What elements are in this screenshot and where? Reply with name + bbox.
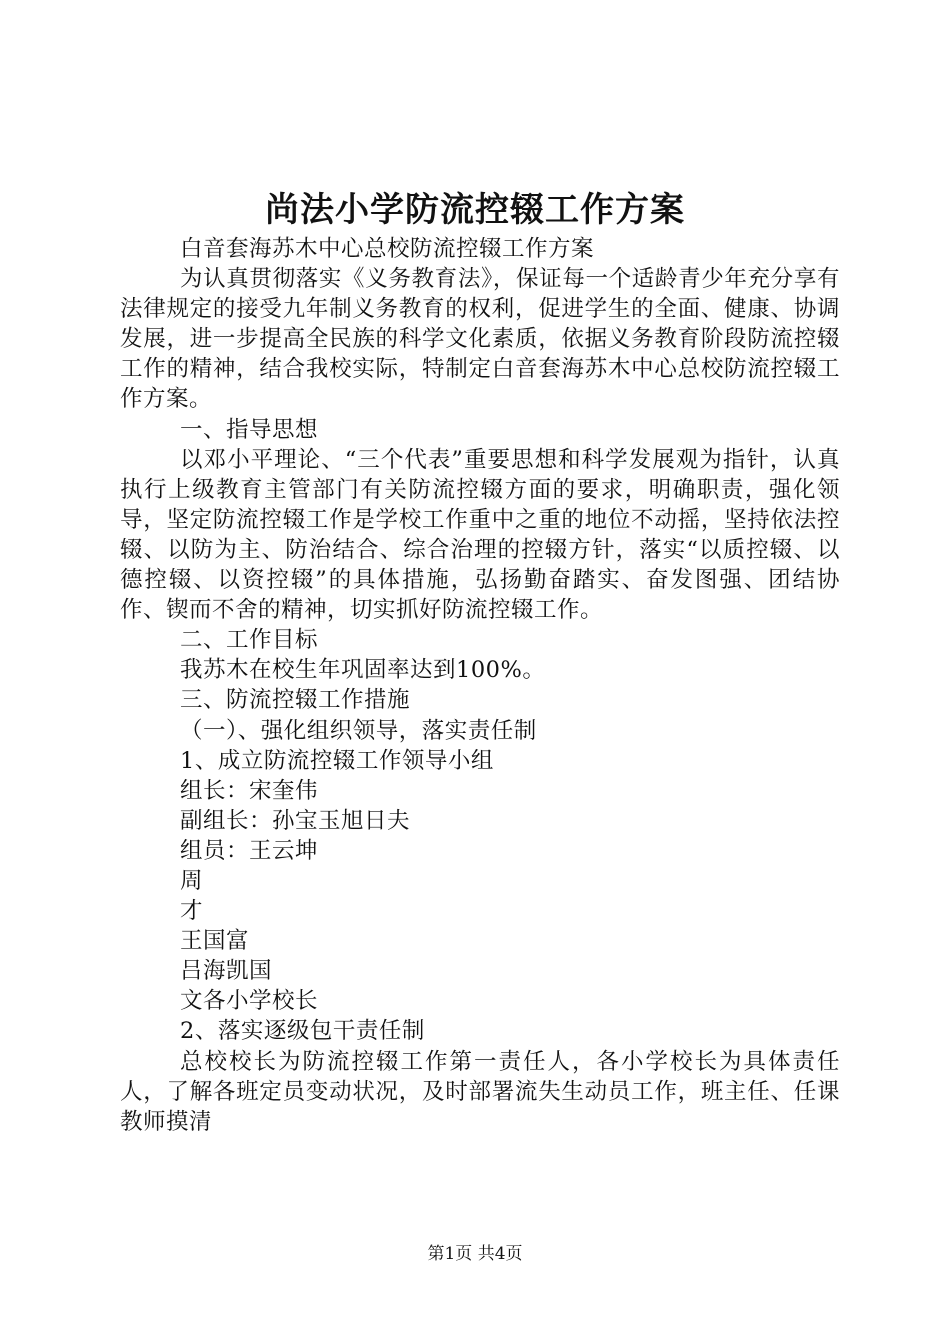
item-leading-group: 1、成立防流控辍工作领导小组 bbox=[180, 747, 494, 774]
paragraph-subtitle: 白音套海苏木中心总校防流控辍工作方案 bbox=[180, 236, 595, 262]
item-members: 组员：王云坤 bbox=[180, 837, 319, 864]
paragraph-intro: 为认真贯彻落实《义务教育法》，保证每一个适龄青少年充分享有法律规定的接受九年制义务教育的权利，促进学生的全面、健康、协调发展，进一步提高全民族的科学文化素质，依据义务教育阶段防流控辍工作的精神，结合我校实际，特制定白音套海苏木中心总校防流控辍工作方案。 bbox=[120, 266, 840, 413]
document-body bbox=[120, 234, 840, 1137]
paragraph-guiding-ideology: 以邓小平理论、“三个代表”重要思想和科学发展观为指针，认真执行上级教育主管部门有关防流控辍方面的要求，明确职责，强化领导，坚定防流控辍工作是学校工作重中之重的地位不动摇，坚持依法控辍、以防为主、防治结合、综合治理的控辍方针，落实“以质控辍、以德控辍、以资控辍”的具体措施，弘扬勤奋踏实、奋发图强、团结协作、锲而不舍的精神，切实抓好防流控辍工作。 bbox=[120, 446, 840, 624]
item-member-name: 吕海凯国 bbox=[180, 958, 273, 985]
item-deputy-leader: 副组长：孙宝玉旭日夫 bbox=[180, 807, 411, 834]
item-member-name: 王国富 bbox=[180, 928, 250, 955]
heading-measures: 三、防流控辍工作措施 bbox=[180, 687, 411, 714]
item-responsibility-system: 2、落实逐级包干责任制 bbox=[180, 1018, 425, 1045]
paragraph-responsibility: 总校校长为防流控辍工作第一责任人，各小学校长为具体责任人，了解各班定员变动状况，及时部署流失生动员工作，班主任、任课教师摸清 bbox=[120, 1048, 840, 1135]
paragraph-work-goal: 我苏木在校生年巩固率达到100%。 bbox=[180, 657, 546, 684]
item-member-name: 文各小学校长 bbox=[180, 988, 319, 1015]
page-footer: 第1页 共4页 bbox=[427, 1244, 523, 1264]
item-member-name: 周 bbox=[180, 867, 204, 894]
item-member-name: 才 bbox=[180, 898, 204, 925]
document-title: 尚法小学防流控辍工作方案 bbox=[265, 190, 685, 230]
heading-guiding-ideology: 一、指导思想 bbox=[180, 416, 319, 443]
item-group-leader: 组长：宋奎伟 bbox=[180, 777, 319, 804]
subheading-leadership: （一）、强化组织领导，落实责任制 bbox=[180, 717, 537, 744]
heading-work-goal: 二、工作目标 bbox=[180, 627, 319, 654]
